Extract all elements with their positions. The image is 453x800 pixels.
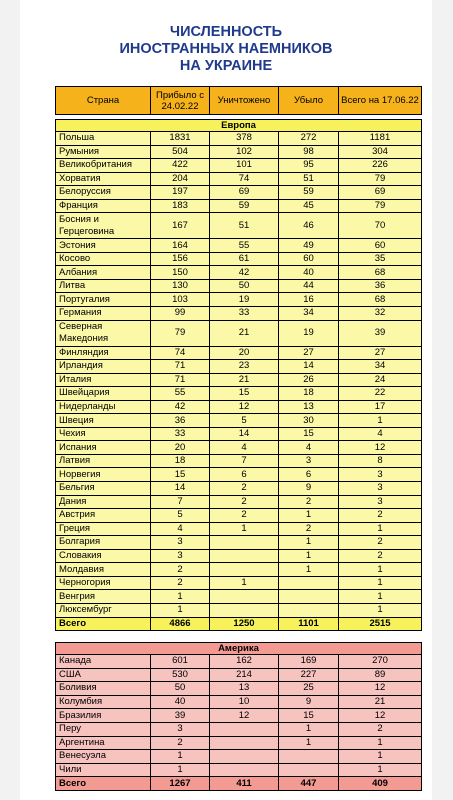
country-cell: Норвегия [56,468,151,482]
value-cell: 13 [279,400,339,414]
header-table [55,86,422,115]
value-cell: 2 [210,482,279,496]
value-cell: 8 [339,454,422,468]
value-cell: 51 [279,172,339,186]
value-cell: 12 [210,400,279,414]
country-cell: Великобритания [56,159,151,173]
value-cell: 1 [279,536,339,550]
value-cell: 167 [151,213,210,239]
value-cell: 601 [151,655,210,669]
value-cell: 1181 [339,132,422,146]
table-row [56,763,422,777]
value-cell: 69 [339,186,422,200]
value-cell: 1 [339,603,422,617]
value-cell: 45 [279,199,339,213]
table-row [56,186,422,200]
value-cell: 12 [339,709,422,723]
value-cell: 1 [339,522,422,536]
value-cell: 530 [151,668,210,682]
table-row [56,132,422,146]
value-cell: 32 [339,307,422,321]
table-row [56,668,422,682]
document-title [20,24,432,75]
value-cell: 1 [279,736,339,750]
value-cell: 2 [279,522,339,536]
value-cell: 95 [279,159,339,173]
value-cell: 42 [151,400,210,414]
value-cell: 272 [279,132,339,146]
total-label: Всего [56,777,151,791]
value-cell: 68 [339,266,422,280]
value-cell: 12 [339,441,422,455]
value-cell [279,576,339,590]
country-cell: Австрия [56,509,151,523]
value-cell: 5 [210,414,279,428]
value-cell: 4 [151,522,210,536]
table-row [56,722,422,736]
table-row [56,266,422,280]
value-cell: 197 [151,186,210,200]
total-label: Всего [56,617,151,631]
value-cell: 50 [210,279,279,293]
country-cell: Дания [56,495,151,509]
value-cell: 101 [210,159,279,173]
header-arrived: Прибыло с 24.02.22 [151,87,210,115]
value-cell: 12 [210,709,279,723]
country-cell: Германия [56,307,151,321]
title-line: НА УКРАИНЕ [179,58,273,74]
country-cell: Перу [56,722,151,736]
value-cell: 51 [210,213,279,239]
value-cell: 102 [210,145,279,159]
value-cell: 15 [279,709,339,723]
value-cell [210,590,279,604]
value-cell: 2 [151,736,210,750]
table-row [56,509,422,523]
value-cell: 22 [339,387,422,401]
value-cell: 74 [210,172,279,186]
value-cell: 164 [151,239,210,253]
table-row [56,213,422,239]
value-cell [279,603,339,617]
header-destroyed: Уничтожено [210,87,279,115]
table-row [56,360,422,374]
value-cell: 1 [151,590,210,604]
value-cell: 2 [210,495,279,509]
table-row [56,590,422,604]
value-cell: 2 [339,509,422,523]
table-row [56,495,422,509]
value-cell: 9 [279,482,339,496]
table-row [56,400,422,414]
value-cell: 2 [339,536,422,550]
title-line: ИНОСТРАННЫХ НАЕМНИКОВ [119,41,333,57]
america-table [55,642,422,791]
country-cell: Черногория [56,576,151,590]
table-row [56,373,422,387]
table-row [56,387,422,401]
table-row [56,549,422,563]
country-cell: Северная Македония [56,320,151,346]
country-cell: Бразилия [56,709,151,723]
value-cell: 1 [339,736,422,750]
value-cell: 60 [339,239,422,253]
value-cell: 1 [210,576,279,590]
value-cell: 46 [279,213,339,239]
value-cell: 1 [339,563,422,577]
value-cell: 17 [339,400,422,414]
value-cell: 1 [339,750,422,764]
value-cell: 70 [339,213,422,239]
value-cell: 162 [210,655,279,669]
value-cell: 226 [339,159,422,173]
value-cell: 1 [151,763,210,777]
country-cell: Италия [56,373,151,387]
country-cell: Белоруссия [56,186,151,200]
value-cell: 55 [151,387,210,401]
total-value: 447 [279,777,339,791]
value-cell: 13 [210,682,279,696]
value-cell: 68 [339,293,422,307]
value-cell: 18 [279,387,339,401]
table-row [56,239,422,253]
header-left: Убыло [279,87,339,115]
value-cell [279,750,339,764]
value-cell: 36 [151,414,210,428]
value-cell [210,763,279,777]
value-cell: 130 [151,279,210,293]
value-cell: 3 [151,549,210,563]
value-cell: 20 [151,441,210,455]
value-cell: 1 [279,563,339,577]
value-cell: 1 [339,590,422,604]
value-cell: 79 [339,199,422,213]
value-cell: 214 [210,668,279,682]
value-cell: 21 [339,695,422,709]
table-row [56,414,422,428]
value-cell: 21 [210,373,279,387]
country-cell: Словакия [56,549,151,563]
value-cell: 79 [339,172,422,186]
value-cell: 26 [279,373,339,387]
value-cell: 40 [151,695,210,709]
value-cell: 55 [210,239,279,253]
value-cell: 2 [151,563,210,577]
country-cell: Ирландия [56,360,151,374]
value-cell: 1 [151,603,210,617]
table-row [56,563,422,577]
value-cell: 36 [339,279,422,293]
value-cell: 2 [279,495,339,509]
table-row [56,522,422,536]
total-value: 409 [339,777,422,791]
value-cell: 71 [151,373,210,387]
country-cell: Хорватия [56,172,151,186]
value-cell: 1 [151,750,210,764]
value-cell: 24 [339,373,422,387]
table-row [56,736,422,750]
value-cell [210,563,279,577]
table-row [56,603,422,617]
value-cell: 10 [210,695,279,709]
country-cell: Люксембург [56,603,151,617]
country-cell: Нидерланды [56,400,151,414]
country-cell: Латвия [56,454,151,468]
value-cell: 44 [279,279,339,293]
value-cell: 23 [210,360,279,374]
table-row [56,750,422,764]
table-row [56,145,422,159]
country-cell: Колумбия [56,695,151,709]
value-cell: 227 [279,668,339,682]
country-cell: Косово [56,252,151,266]
value-cell: 378 [210,132,279,146]
value-cell: 304 [339,145,422,159]
country-cell: Португалия [56,293,151,307]
value-cell: 39 [339,320,422,346]
value-cell: 7 [210,454,279,468]
country-cell: Албания [56,266,151,280]
value-cell: 34 [339,360,422,374]
value-cell: 25 [279,682,339,696]
header-total: Всего на 17.06.22 [339,87,422,115]
country-cell: Чехия [56,427,151,441]
section-label: Америка [56,643,422,655]
value-cell: 71 [151,360,210,374]
value-cell: 89 [339,668,422,682]
value-cell: 2 [151,576,210,590]
value-cell: 21 [210,320,279,346]
total-value: 1101 [279,617,339,631]
value-cell: 3 [339,482,422,496]
value-cell: 204 [151,172,210,186]
table-row [56,536,422,550]
value-cell [210,603,279,617]
country-cell: Босния и Герцеговина [56,213,151,239]
country-cell: Польша [56,132,151,146]
value-cell: 69 [210,186,279,200]
value-cell: 61 [210,252,279,266]
value-cell: 99 [151,307,210,321]
total-value: 2515 [339,617,422,631]
country-cell: Аргентина [56,736,151,750]
section-label: Европа [56,120,422,132]
country-cell: Чили [56,763,151,777]
table-row [56,695,422,709]
value-cell: 6 [279,468,339,482]
value-cell: 39 [151,709,210,723]
table-row [56,682,422,696]
country-cell: Швеция [56,414,151,428]
value-cell: 4 [210,441,279,455]
value-cell: 14 [279,360,339,374]
table-row [56,320,422,346]
table-row [56,454,422,468]
value-cell: 422 [151,159,210,173]
value-cell: 2 [339,549,422,563]
table-row [56,346,422,360]
country-cell: Испания [56,441,151,455]
value-cell: 59 [210,199,279,213]
value-cell: 1 [339,414,422,428]
value-cell: 15 [210,387,279,401]
value-cell: 3 [339,468,422,482]
value-cell: 3 [339,495,422,509]
value-cell: 3 [151,536,210,550]
value-cell: 9 [279,695,339,709]
table-row [56,576,422,590]
value-cell: 1 [339,576,422,590]
country-cell: Румыния [56,145,151,159]
value-cell: 15 [151,468,210,482]
value-cell: 20 [210,346,279,360]
value-cell [210,750,279,764]
table-row [56,293,422,307]
total-value: 1267 [151,777,210,791]
total-value: 4866 [151,617,210,631]
title-line: ЧИСЛЕННОСТЬ [169,24,283,40]
table-row [56,307,422,321]
value-cell: 1 [279,509,339,523]
value-cell: 156 [151,252,210,266]
table-row [56,279,422,293]
value-cell: 60 [279,252,339,266]
value-cell: 169 [279,655,339,669]
value-cell: 14 [151,482,210,496]
value-cell: 18 [151,454,210,468]
value-cell: 19 [279,320,339,346]
value-cell: 3 [279,454,339,468]
value-cell: 2 [339,722,422,736]
value-cell: 183 [151,199,210,213]
value-cell: 1 [210,522,279,536]
value-cell: 3 [151,722,210,736]
value-cell: 504 [151,145,210,159]
page [20,0,432,800]
country-cell: Эстония [56,239,151,253]
value-cell: 4 [279,441,339,455]
value-cell: 27 [279,346,339,360]
value-cell [210,736,279,750]
value-cell [210,722,279,736]
value-cell: 33 [151,427,210,441]
value-cell: 74 [151,346,210,360]
value-cell: 59 [279,186,339,200]
country-cell: Венесуэла [56,750,151,764]
country-cell: Греция [56,522,151,536]
value-cell: 1 [339,763,422,777]
value-cell: 98 [279,145,339,159]
value-cell: 2 [210,509,279,523]
value-cell: 6 [210,468,279,482]
header-country: Страна [56,87,151,115]
country-cell: Венгрия [56,590,151,604]
table-row [56,482,422,496]
value-cell: 30 [279,414,339,428]
country-cell: Швейцария [56,387,151,401]
country-cell: США [56,668,151,682]
value-cell: 15 [279,427,339,441]
table-row [56,655,422,669]
total-value: 1250 [210,617,279,631]
value-cell: 7 [151,495,210,509]
value-cell: 103 [151,293,210,307]
table-row [56,252,422,266]
value-cell: 270 [339,655,422,669]
value-cell: 79 [151,320,210,346]
country-cell: Бельгия [56,482,151,496]
value-cell: 35 [339,252,422,266]
value-cell: 34 [279,307,339,321]
europe-table [55,119,422,631]
country-cell: Молдавия [56,563,151,577]
value-cell: 40 [279,266,339,280]
value-cell: 1 [279,722,339,736]
value-cell: 5 [151,509,210,523]
country-cell: Канада [56,655,151,669]
table-row [56,709,422,723]
value-cell: 50 [151,682,210,696]
table-row [56,199,422,213]
value-cell: 16 [279,293,339,307]
value-cell: 12 [339,682,422,696]
country-cell: Болгария [56,536,151,550]
table-row [56,427,422,441]
table-row [56,172,422,186]
value-cell: 49 [279,239,339,253]
value-cell: 1 [279,549,339,563]
country-cell: Литва [56,279,151,293]
value-cell [210,536,279,550]
total-row [56,777,422,791]
value-cell: 33 [210,307,279,321]
table-row [56,468,422,482]
value-cell: 150 [151,266,210,280]
value-cell: 4 [339,427,422,441]
value-cell [279,590,339,604]
value-cell [279,763,339,777]
total-value: 411 [210,777,279,791]
table-row [56,159,422,173]
table-row [56,441,422,455]
value-cell: 19 [210,293,279,307]
total-row [56,617,422,631]
value-cell [210,549,279,563]
value-cell: 42 [210,266,279,280]
country-cell: Франция [56,199,151,213]
country-cell: Финляндия [56,346,151,360]
value-cell: 14 [210,427,279,441]
value-cell: 1831 [151,132,210,146]
value-cell: 27 [339,346,422,360]
country-cell: Боливия [56,682,151,696]
